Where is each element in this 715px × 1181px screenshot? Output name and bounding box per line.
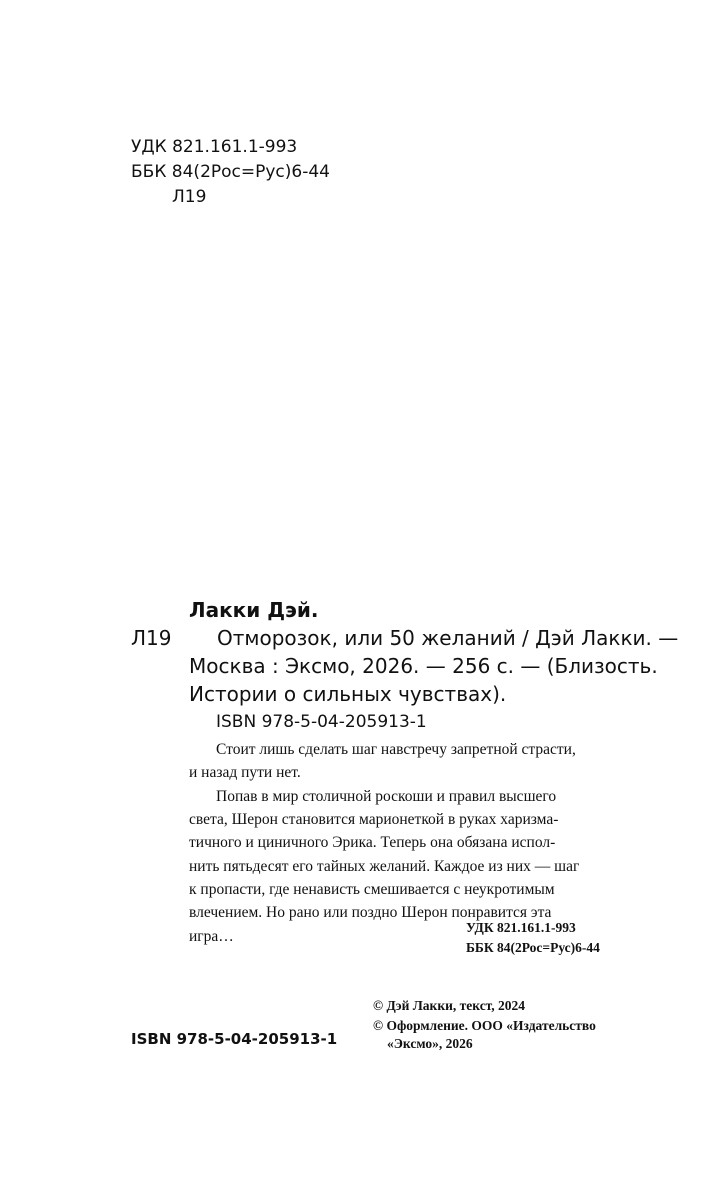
udk-code-top: УДК 821.161.1-993 (131, 137, 298, 157)
isbn-entry: ISBN 978-5-04-205913-1 (216, 712, 427, 732)
udk-code-bottom: УДК 821.161.1-993 (466, 920, 576, 935)
author-heading: Лакки Дэй. (189, 598, 319, 622)
annotation-line: и назад пути нет. (189, 764, 301, 781)
author-mark-top: Л19 (172, 187, 207, 207)
annotation-line: к пропасти, где ненависть смешивается с неукротимым (189, 881, 555, 898)
bbk-code-bottom: ББК 84(2Рос=Рус)6-44 (466, 940, 600, 955)
design-copyright-line-1: © Оформление. ООО «Издательство (373, 1018, 596, 1033)
annotation-line: тичного и циничного Эрика. Теперь она обязана испол- (189, 834, 556, 851)
description-line-3: Истории о сильных чувствах). (189, 682, 507, 706)
isbn-bottom: ISBN 978-5-04-205913-1 (131, 1030, 338, 1048)
annotation-line: нить пятьдесят его тайных желаний. Каждое из них — шаг (189, 858, 580, 875)
description-line-2: Москва : Эксмо, 2026. — 256 с. — (Близость. (189, 654, 658, 678)
bbk-code-top: ББК 84(2Рос=Рус)6-44 (131, 162, 330, 182)
annotation-line: Попав в мир столичной роскоши и правил высшего (216, 788, 557, 805)
annotation-line: света, Шерон становится марионеткой в руках харизма- (189, 811, 559, 828)
author-mark-entry: Л19 (131, 626, 172, 650)
description-line-1: Отморозок, или 50 желаний / Дэй Лакки. — (217, 626, 679, 650)
annotation-line: влечением. Но рано или поздно Шерон понравится эта (189, 904, 552, 921)
design-copyright-line-2: «Эксмо», 2026 (387, 1036, 473, 1051)
annotation-line: Стоит лишь сделать шаг навстречу запретной страсти, (216, 741, 576, 758)
text-copyright: © Дэй Лакки, текст, 2024 (373, 998, 526, 1013)
annotation-line: игра… (189, 928, 234, 945)
